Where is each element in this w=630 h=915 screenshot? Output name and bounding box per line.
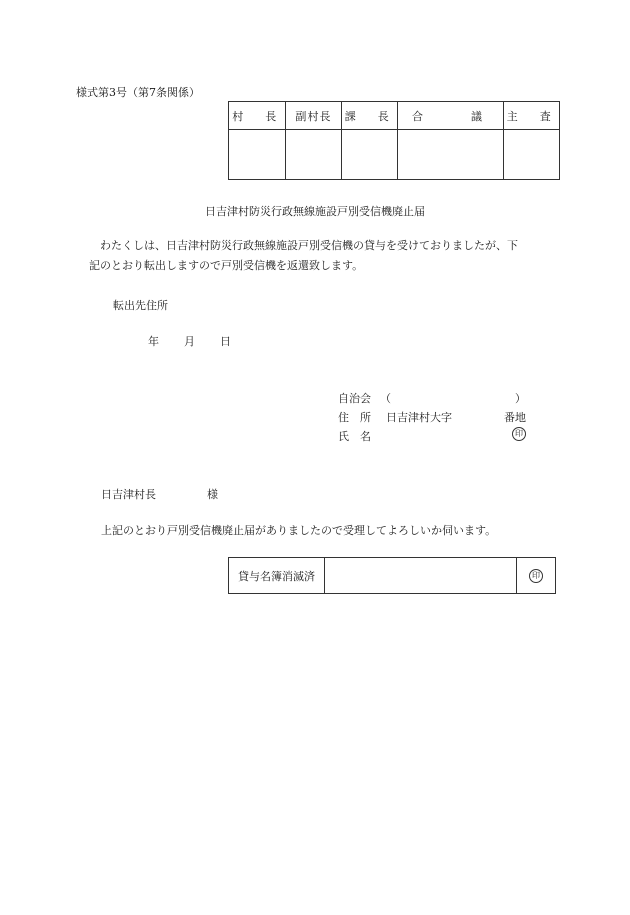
approval-stamp-table	[228, 101, 560, 180]
approval-stamp-cell	[504, 130, 560, 180]
approval-header-consultation-part1: 合	[412, 109, 423, 123]
move-address-label: 転出先住所	[113, 299, 168, 312]
address-suffix: 番地	[504, 411, 526, 424]
association-paren-open: （	[380, 392, 391, 405]
recipient-name: 日吉津村長	[101, 488, 156, 501]
applicant-seal-mark	[512, 427, 526, 441]
association-paren-close: ）	[515, 392, 526, 405]
loan-register-label: 貸与名簿消滅済	[229, 558, 325, 594]
loan-register-table	[228, 557, 556, 594]
approval-header-consultation-part2: 議	[471, 109, 482, 123]
date-day: 日	[220, 335, 231, 348]
association-label: 自治会	[338, 392, 371, 405]
body-line-2: 記のとおり転出しますので戸別受信機を返還致します。	[89, 259, 364, 272]
seal-icon: 印	[529, 569, 543, 583]
approval-stamp-cell	[398, 130, 504, 180]
address-label: 住 所	[338, 411, 371, 424]
recipient-honorific: 様	[207, 488, 218, 501]
form-number: 様式第3号（第7条関係）	[76, 86, 200, 99]
approval-header-consultation	[398, 102, 504, 130]
loan-register-blank	[325, 558, 517, 594]
approval-stamp-cell	[286, 130, 342, 180]
body-line-1: わたくしは、日吉津村防災行政無線施設戸別受信機の貸与を受けておりましたが、下	[100, 239, 518, 252]
approval-header-section-chief: 課 長	[342, 102, 398, 130]
document-title: 日吉津村防災行政無線施設戸別受信機廃止届	[205, 205, 425, 218]
name-label: 氏 名	[338, 430, 371, 443]
address-value: 日吉津村大字	[386, 411, 452, 424]
approval-header-deputy-head: 副村長	[286, 102, 342, 130]
confirmation-text: 上記のとおり戸別受信機廃止届がありましたので受理してよろしいか伺います。	[101, 524, 497, 537]
loan-register-seal-cell	[517, 558, 556, 594]
approval-stamp-cell	[342, 130, 398, 180]
seal-icon: 印	[512, 427, 526, 441]
approval-header-inspector: 主 査	[504, 102, 560, 130]
approval-stamp-cell	[229, 130, 286, 180]
date-month: 月	[184, 335, 195, 348]
approval-header-village-head: 村 長	[229, 102, 286, 130]
date-year: 年	[148, 335, 159, 348]
